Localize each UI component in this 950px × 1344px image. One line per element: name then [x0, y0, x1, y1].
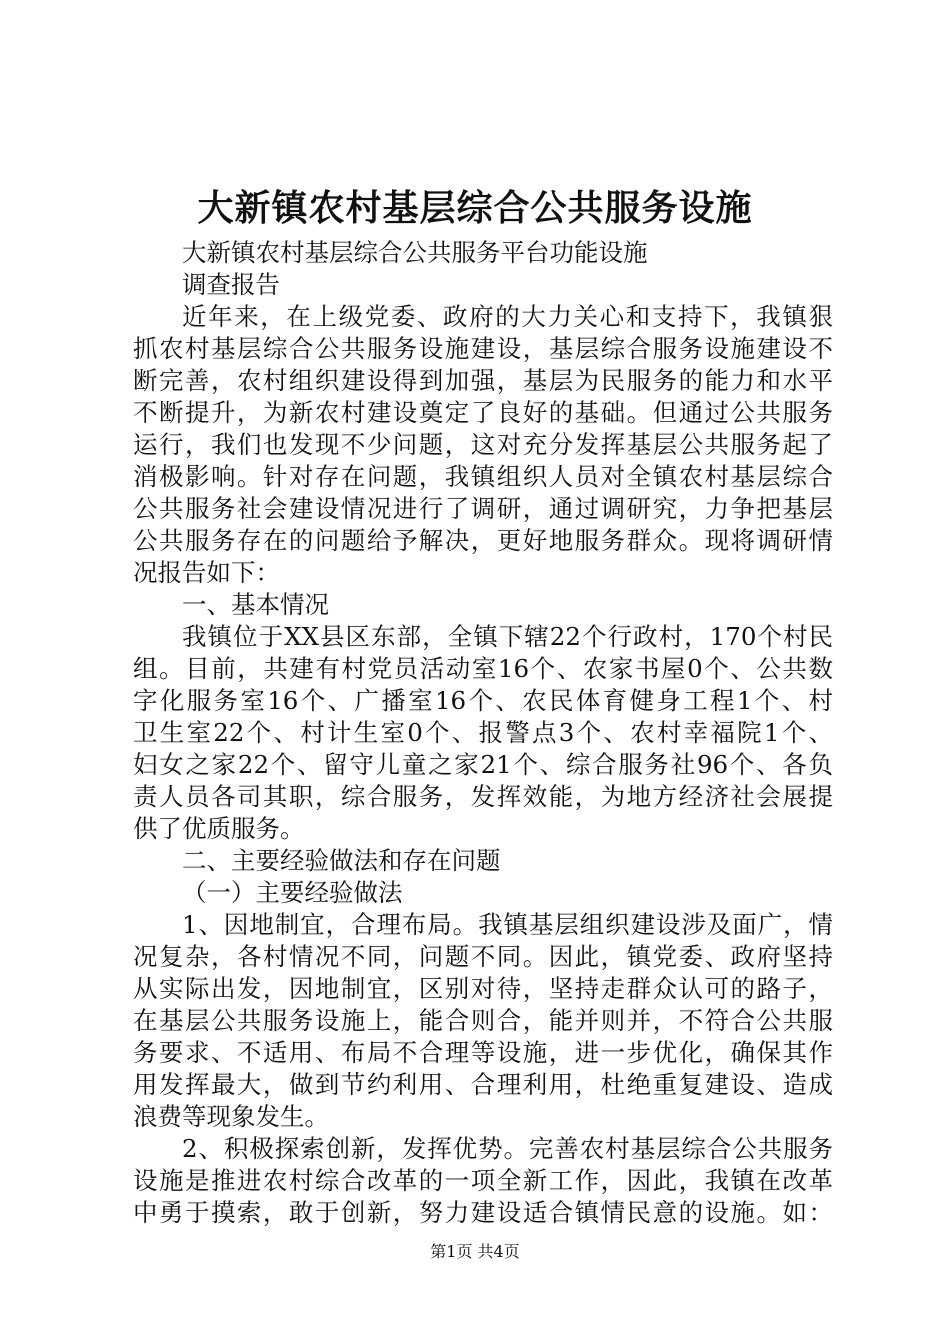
- paragraph-line: 字化服务室16个、广播室16个、农民体育健身工程1个、村: [133, 686, 833, 715]
- paragraph-line: 妇女之家22个、留守儿童之家21个、综合服务社96个、各负: [133, 750, 833, 779]
- paragraph-line: 消极影响。针对存在问题，我镇组织人员对全镇农村基层综合: [133, 462, 833, 491]
- paragraph-line: 公共服务社会建设情况进行了调研，通过调研究，力争把基层: [133, 494, 833, 523]
- paragraph-line: 2、积极探索创新，发挥优势。完善农村基层综合公共服务: [182, 1134, 833, 1163]
- paragraph-line: 抓农村基层综合公共服务设施建设，基层综合服务设施建设不: [133, 334, 833, 363]
- paragraph-line: 设施是推进农村综合改革的一项全新工作，因此，我镇在改革: [133, 1166, 833, 1195]
- paragraph-line: 运行，我们也发现不少问题，这对充分发挥基层公共服务起了: [133, 430, 833, 459]
- paragraph-line: 用发挥最大，做到节约利用、合理利用，杜绝重复建设、造成: [133, 1070, 833, 1099]
- paragraph-line: 不断提升，为新农村建设奠定了良好的基础。但通过公共服务: [133, 398, 833, 427]
- paragraph-line: 近年来，在上级党委、政府的大力关心和支持下，我镇狠: [182, 302, 833, 331]
- paragraph-line: 务要求、不适用、布局不合理等设施，进一步优化，确保其作: [133, 1038, 833, 1067]
- paragraph-line: 组。目前，共建有村党员活动室16个、农家书屋0个、公共数: [133, 654, 833, 683]
- paragraph-line: 责人员各司其职，综合服务，发挥效能，为地方经济社会展提: [133, 782, 833, 811]
- paragraph-line: 我镇位于XX县区东部，全镇下辖22个行政村，170个村民: [182, 622, 833, 651]
- paragraph-line: 1、因地制宜，合理布局。我镇基层组织建设涉及面广，情: [182, 910, 833, 939]
- paragraph-line: 从实际出发，因地制宜，区别对待，坚持走群众认可的路子，: [133, 974, 833, 1003]
- section-heading: 一、基本情况: [182, 590, 329, 619]
- paragraph-line: 卫生室22个、村计生室0个、报警点3个、农村幸福院1个、: [133, 718, 833, 747]
- document-body: [133, 237, 833, 1229]
- paragraph-line: 在基层公共服务设施上，能合则合，能并则并，不符合公共服: [133, 1006, 833, 1035]
- paragraph-line: 供了优质服务。: [133, 814, 305, 843]
- paragraph-line: 况复杂，各村情况不同，问题不同。因此，镇党委、政府坚持: [133, 942, 833, 971]
- subtitle-line-2: 调查报告: [182, 270, 280, 299]
- paragraph-line: 况报告如下：: [133, 558, 280, 587]
- subtitle-line-1: 大新镇农村基层综合公共服务平台功能设施: [182, 238, 648, 267]
- subsection-heading: （一）主要经验做法: [182, 878, 403, 907]
- page-footer: 第1页 共4页: [430, 1242, 520, 1261]
- paragraph-line: 中勇于摸索，敢于创新，努力建设适合镇情民意的设施。如：: [133, 1198, 833, 1227]
- paragraph-line: 公共服务存在的问题给予解决，更好地服务群众。现将调研情: [133, 526, 833, 555]
- paragraph-line: 断完善，农村组织建设得到加强，基层为民服务的能力和水平: [133, 366, 833, 395]
- document-title: 大新镇农村基层综合公共服务设施: [197, 187, 753, 229]
- section-heading: 二、主要经验做法和存在问题: [182, 846, 501, 875]
- paragraph-line: 浪费等现象发生。: [133, 1102, 329, 1131]
